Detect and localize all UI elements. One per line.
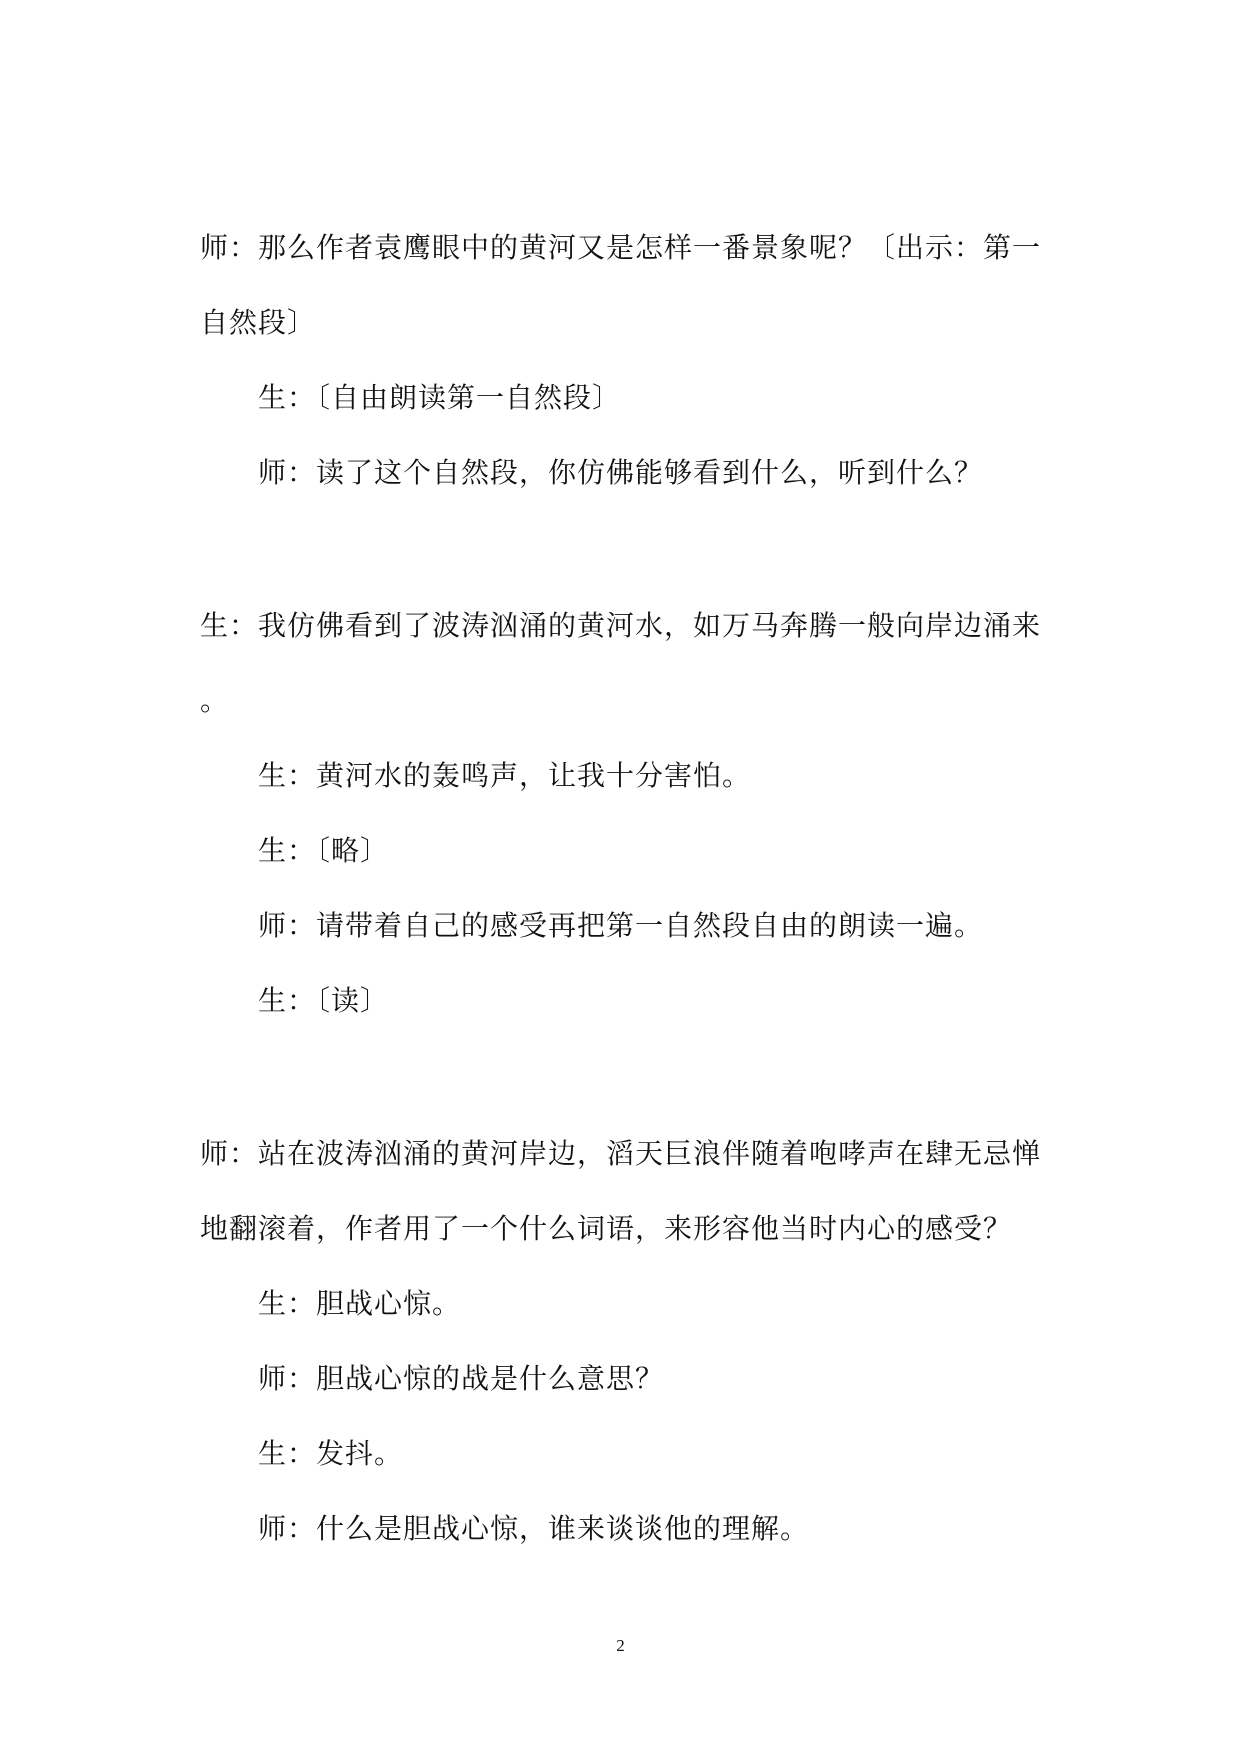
paragraph-line: 地翻滚着，作者用了一个什么词语，来形容他当时内心的感受？	[200, 1212, 1013, 1245]
paragraph-line: 师：站在波涛汹涌的黄河岸边，滔天巨浪伴随着咆哮声在肆无忌惮	[200, 1137, 1042, 1170]
paragraph-line: 生：我仿佛看到了波涛汹涌的黄河水，如万马奔腾一般向岸边涌来	[200, 609, 1042, 642]
paragraph-line: 师：什么是胆战心惊，谁来谈谈他的理解。	[258, 1512, 810, 1545]
paragraph-line: 生：黄河水的轰鸣声，让我十分害怕。	[258, 759, 752, 792]
paragraph-line: 师：读了这个自然段，你仿佛能够看到什么，听到什么？	[258, 456, 984, 489]
paragraph-line: 自然段〕	[200, 306, 317, 339]
paragraph-line: 师：请带着自己的感受再把第一自然段自由的朗读一遍。	[258, 909, 984, 942]
paragraph-line: 生：〔自由朗读第一自然段〕	[258, 381, 622, 414]
paragraph-line: 师：那么作者袁鹰眼中的黄河又是怎样一番景象呢？〔出示：第一	[200, 231, 1042, 264]
paragraph-line: 生：胆战心惊。	[258, 1287, 462, 1320]
page-number: 2	[616, 1636, 625, 1655]
paragraph-line: 。	[200, 684, 230, 717]
paragraph-line: 生：〔读〕	[258, 984, 390, 1017]
paragraph-line: 生：〔略〕	[258, 834, 390, 867]
paragraph-line: 生：发抖。	[258, 1437, 404, 1470]
paragraph-line: 师：胆战心惊的战是什么意思？	[258, 1362, 665, 1395]
